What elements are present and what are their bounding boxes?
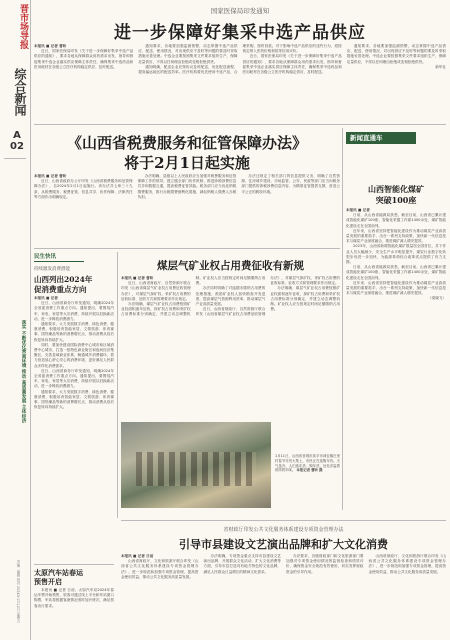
photo-caption-text: 1月11日，山西省晋城市高平市神农镇庄里村春节年货大集上，市民正在选购年货。天气虽冷，人们选年货、购年货，处处洋溢着浓浓的年味。 [275,454,340,473]
center-paragraph: 办法明确，煤层气矿业权占用费按照矿业权面积逐年征收，探矿权占用费和采矿权占用费标准分别确定，并建立动态调整机制。矿业权人应当按规定时间足额缴纳占用费。 [270,286,340,312]
center-paragraph: 近日，山西省财政厅、自然资源厅联合印发《山西省煤层气矿业权占用费征收管理办法》，对煤层气探矿权、采矿权占用费的征收标准、征收方式和管理要求作出规定。 [121,281,191,301]
sidebar-label [346,132,416,144]
left-paragraph: 近日，山西省商务厅印发通知，明确2024年全省促消费工作重点方向。通知提出，要围绕汽车、家电、家居等大宗消费，持续开展以旧换新活动，进一步释放消费潜力。 [34,301,114,321]
sidebar-paragraph: 2023年，山西省新增智能化煤矿数量居全国首位，井下作业人员大幅减少，安全生产水平明显提升，煤炭行业数字化转型步伐进一步加快，为能源革命综合改革试点提供了有力支撑。 [346,244,446,265]
masthead-column [0,0,30,640]
sidebar-paragraph: 日前，从山西省能源局获悉，截至目前，山西省已累计建成智能化煤矿100座、智能化采掘工作面1400余处，煤矿智能化建设走在全国前列。 [346,213,446,228]
center-paragraph: 近日，山西省财政厅、自然资源厅联合印发《山西省煤层气矿业权占用费征收管理办法》，对煤层气探矿权、采矿权占用费的征收标准、征收方式和管理要求作出规定。 [195,276,340,317]
masthead-divider [4,158,26,159]
bottom-body [121,554,446,634]
center-byline: 本报讯 ■ 记者 曹昕 [121,276,154,280]
left-paragraph2: 本报讯 ■ 记者 日前，太原汽车站2024年春运车票开始预售，旅客可通过线上平台和车站窗口购票，车站将根据客流情况适时加开班次，满足旅客出行需求。 [34,588,114,608]
left-paragraph: 通知要求，大力发展数字消费、绿色消费、健康消费，积极培育智能家居、文娱旅游、体育赛事、国货潮品等新的消费增长点，推动消费从疫后恢复转向持续扩大。 [34,322,114,342]
top-paragraph: 通知要求，各地要加强监测预警，动态掌握中选产品供应、配送、使用情况，对出现供应不及时等问题的要及时采取措施妥善处理。中选企业要按照集采文件要求组织生产，保障足量供应，不得以任何理由拒绝或变相拒绝供货。 [138,44,238,64]
sidebar-byline: 本报讯 ■ 记者 [346,208,370,212]
top-kicker: 国家医保局印发通知 [210,7,270,15]
photo-credit: 本报记者 曹昕 摄 [296,468,323,473]
left-paragraph: 同时，要加快建设国际消费中心城市和区域消费中心城市，打造一批特色商业街区和夜间经济集聚区，完善县域商业体系，畅通城乡消费循环，着力营造放心舒心安心的消费环境，更好满足人民群众多样化消费需求。 [34,342,114,368]
left-headline-line1: 山西列出2024年 [34,275,93,284]
masthead-slogan: 落实 不断优化营商环境 推动 高质量发展 主体经济 [21,320,26,423]
main-paragraph: 近日，山西省政府办公厅印发《山西省税费服务和征管保障办法》，自2024年2月1日起施行。该办法共七章三十九条，从税费服务、税费征管、信息共享、协作保障、法律责任等方面作出明确规定。 [34,179,133,199]
center-paragraph: 办法明确，煤层气矿业权占用费按照矿业权面积逐年征收，探矿权占用费和采矿权占用费标准分别确定，并建立动态调整机制。矿业权人应当按规定时间足额缴纳占用费。 [121,276,266,317]
left-paragraph: 近日，山西省商务厅印发通知，明确2024年全省促消费工作重点方向。通知提出，要围绕汽车、家电、家居等大宗消费，持续开展以旧换新活动，进一步释放消费潜力。 [34,368,114,389]
bottom-paragraph: 山西省财政厅、文化和旅游厅联合印发《山西省公共文化服务体系建设专项资金管理办法》，进一步规范和加强专项资金管理，提高资金使用效益，推动公共文化服务高质量发展。 [121,559,199,579]
left-body2 [34,588,114,634]
left-news-column [34,252,114,636]
sidebar-border [342,128,343,510]
page-number: A 02 [10,130,24,152]
left-headline-line2: 促消费重点方向 [34,285,87,294]
top-byline: 本报讯 ■ 记者 曹昕 [34,44,67,48]
left-headline2-line1: 太原汽车站春运 [34,568,83,577]
top-paragraph: 通知明确，配送企业应按协议及时配送，优化配送流程，提高偏远地区的配送效率。医疗机构要优先使用中选产品，合理采购，按时回款。对于影响中选产品供应的违约行为，将按规定纳入医药价格和招采信用评价。 [138,44,342,75]
top-paragraph: 近日，国家医保局印发《关于进一步保障好集采中选产品供应的通知》，要求各地从保障群众用药需求出发，指导和督促集采中选企业落实供应保障主体责任，确保集采中选药品和医用耗材在各级公立医疗机构稳定供应、及时配送。 [242,54,342,75]
sidebar-headline-line2: 突破100座 [375,195,417,205]
market-photo [121,422,271,508]
left-byline: 本报讯 ■ 记者 [34,296,58,300]
sidebar-news [346,132,446,512]
center-headline: 煤层气矿业权占用费征收有新规 [157,260,304,272]
photo-caption [275,454,340,510]
top-headline: 进一步保障好集采中选产品供应 [114,23,366,43]
sidebar-paragraph: 近年来，山西省坚持把智能化建设作为推动煤炭产业高质量发展的重要抓手，出台一系列支持政策，加快新一代信息技术与煤炭产业深度融合，推进煤矿减人增安提效。 [346,228,446,244]
left-column-border [117,252,118,518]
left-paragraph: 通知要求，大力发展数字消费、绿色消费、健康消费，积极培育智能家居、文娱旅游、体育赛事、国货潮品等新的消费增长点，推动消费从疫后恢复转向持续扩大。 [34,389,114,410]
top-article [34,4,446,124]
center-article [121,254,340,516]
sidebar-body [346,208,446,508]
main-paragraph: 办法明确，县级以上人民政府应当加强对税费服务和征管保障工作的领导，建立健全部门协作机制，推进涉税涉费信息共享和数据互通，提高税费征管效能。税务部门应当优化纳税缴费服务，推行办税缴费便利化措施，减轻纳税人缴费人办税负担。 [137,174,237,199]
main-headline-line1: 《山西省税费服务和征管保障办法》 [66,134,307,152]
main-byline: 本报讯 ■ 记者 曹昕 [34,174,67,178]
bottom-paragraph: 办法明确，专项资金重点支持市县建设文艺演出品牌、开展群众文化活动、扩大文化消费等方面，引导市县打造具有地方特色的文化品牌，满足人民群众日益增长的精神文化需求。 [203,554,281,574]
paper-name: 晋市场导报 [18,4,28,49]
bottom-kicker: 省财政厅印发公共文化服务体系建设专项资金管理办法 [223,527,344,533]
section-name: 综合新闻 [13,68,27,116]
masthead-border [30,0,31,640]
bottom-byline: 本报讯 ■ 记者 日前 [121,554,154,558]
sidebar-headline-line1: 山西智能化煤矿 [368,184,424,194]
left-body [34,296,114,560]
main-headline-line2: 将于2月1日起实施 [124,154,250,172]
bottom-article [121,524,446,636]
left-headline2-line2: 预售开启 [34,577,62,586]
top-paragraph: 近日，国家医保局印发《关于进一步保障好集采中选产品供应的通知》，要求各地从保障群众用药需求出发，指导和督促集采中选企业落实供应保障主体责任，确保集采中选药品和医用耗材在各级公立医疗机构稳定供应、及时配送。 [34,49,134,69]
top-paragraph: 通知要求，各地要加强监测预警，动态掌握中选产品供应、配送、使用情况，对出现供应不及时等问题的要及时采取措施妥善处理。中选企业要按照集采文件要求组织生产，保障足量供应，不得以任何理由拒绝或变相拒绝供货。 [346,44,446,64]
top-article-body [34,44,446,120]
left-kicker: 持续激发消费潜能 [34,267,70,272]
left-label [34,252,84,262]
center-paragraph: 办法同时明确了对逾期未缴纳占用费的处理措施，鼓励矿业权人加快勘查开发进度，提高煤层气资源利用效率，推动煤层气产业高质量发展。 [195,286,266,307]
divider-2 [34,248,340,249]
bottom-paragraph: 办法要求，各级财政部门和文化旅游部门要加强对专项资金使用情况的监督检查和绩效评价，确保资金安全规范有效使用，切实发挥财政资金的引导作用。 [286,554,364,574]
sidebar-label-text: 新闻直通车 [350,134,383,142]
divider-3 [121,520,446,521]
sidebar-source: （梁晓飞） [428,296,446,301]
center-body [121,276,340,418]
sidebar-paragraph: 日前，从山西省能源局获悉，截至目前，山西省已累计建成智能化煤矿100座、智能化采掘工作面1400余处，煤矿智能化建设走在全国前列。 [346,265,446,280]
main-paragraph: 办法还规定了相关部门的信息提供义务，明确了自然资源、住房城乡建设、市场监管、公安、民政等部门应当向税务部门提供的涉税涉费信息内容，为精准征管提供支撑，营造公平公正的税收环境。 [241,174,340,194]
main-article-body [34,174,340,244]
bottom-paragraph: 山西省财政厅、文化和旅游厅联合印发《山西省公共文化服务体系建设专项资金管理办法》，进一步规范和加强专项资金管理，提高资金使用效益，推动公共文化服务高质量发展。 [368,554,446,574]
top-source: 新华社 [435,64,446,69]
left-divider [34,564,114,565]
left-label-text: 民生快讯 [34,254,57,260]
footer-info: 责编：编辑 校对 2024年1月12日 星期五 [16,560,20,623]
bottom-headline: 引导市县建设文艺演出品牌和扩大文化消费 [179,538,388,551]
main-article [34,128,340,246]
sidebar-paragraph: 近年来，山西省坚持把智能化建设作为推动煤炭产业高质量发展的重要抓手，出台一系列支持政策，加快新一代信息技术与煤炭产业深度融合，推进煤矿减人增安提效。 [346,280,446,296]
divider-1 [34,124,446,125]
